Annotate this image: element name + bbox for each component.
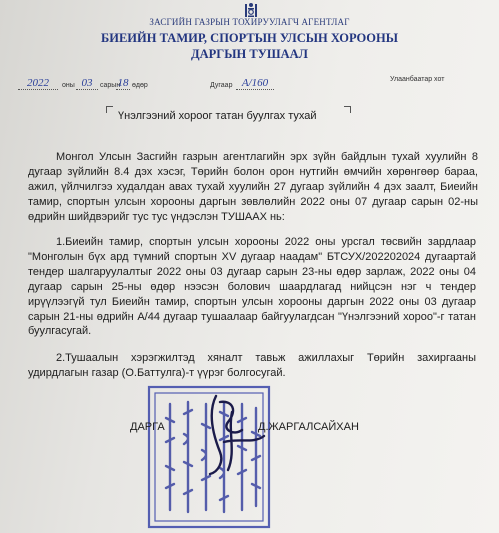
date-day: 18 [117,77,129,89]
document-subject: Үнэлгээний хороог татан буулгах тухай [118,110,317,122]
city-label: Улаанбаатар хот [390,76,445,83]
order-item-2: 2.Тушаалын хэрэгжилтэд хяналт тавьж ажиллахыг Төрийн захиргааны удирдлагын газар (О.Баттулга)-т үүрэг болгосугай. [28,352,476,379]
date-month: 03 [76,77,98,90]
order-item-1: 1.Биеийн тамир, спортын улсын хорооны 2022 оны урсгал төсвийн зардлаар "Монголын бүх ард түмний спортын XV дугаар наадам" БТСУХ/202202024 дугаартай тендер шалгаруулалтыг 2022 оны 03 дугаар сарын 23-ны өдөр зарлаж, 2022 оны 04 дугаар сарын 25-ны өдөр нээсэн болович шаардлагад нийцсэн нэг ч тендер ирүүлээгүй тул Биеийн тамир, спортын улсын хорооны даргын 2022 оны 03 дугаар сарын 21-ны өдрийн А/44 дугаар тушаалаар байгуулагдсан "Үнэлгээний хороо"-г татан буулгасугай. [28,236,476,338]
date-year: 2022 [18,77,58,90]
order-number: А/160 [236,77,274,90]
year-label: оны [62,82,75,89]
organization-name: БИЕИЙН ТАМИР, СПОРТЫН УЛСЫН ХОРООНЫ [100,31,399,45]
date-line [18,76,488,92]
day-label: өдөр [132,82,148,89]
signatory-title: ДАРГА [130,421,165,433]
document-type: ДАРГЫН ТУШААЛ [191,47,308,61]
preamble-paragraph: Монгол Улсын Засгийн газрын агентлагийн эрх зүйн байдлын тухай хуулийн 8 дугаар зүйлийн 8.4 дэх хэсэг, Төрийн болон орон нутгийн өмчийн хөрөнгөөр бараа, ажил, үйлчилгээ худалдан авах тухай хуулийн 27 дугаар зүйлийн 4 дэх заалт, Биеийн тамир, спортын улсын хорооны даргын зөвлөлийн 2022 оны 07 дугаар сарын 02-ны өдрийн шийдвэрийг тус тус үндэслэн ТУШААХ нь: [28,151,478,223]
handwritten-signature [198,392,268,476]
subject-bracket-right [344,106,351,113]
subject-bracket-left [106,106,113,113]
agency-name: ЗАСГИЙН ГАЗРЫН ТОХИРУУЛАГЧ АГЕНТЛАГ [149,17,350,27]
signatory-name: Д.ЖАРГАЛСАЙХАН [258,421,359,433]
soyombo-emblem-icon [244,2,258,18]
number-label: Дугаар [210,82,233,89]
month-label: сарын [100,82,121,89]
